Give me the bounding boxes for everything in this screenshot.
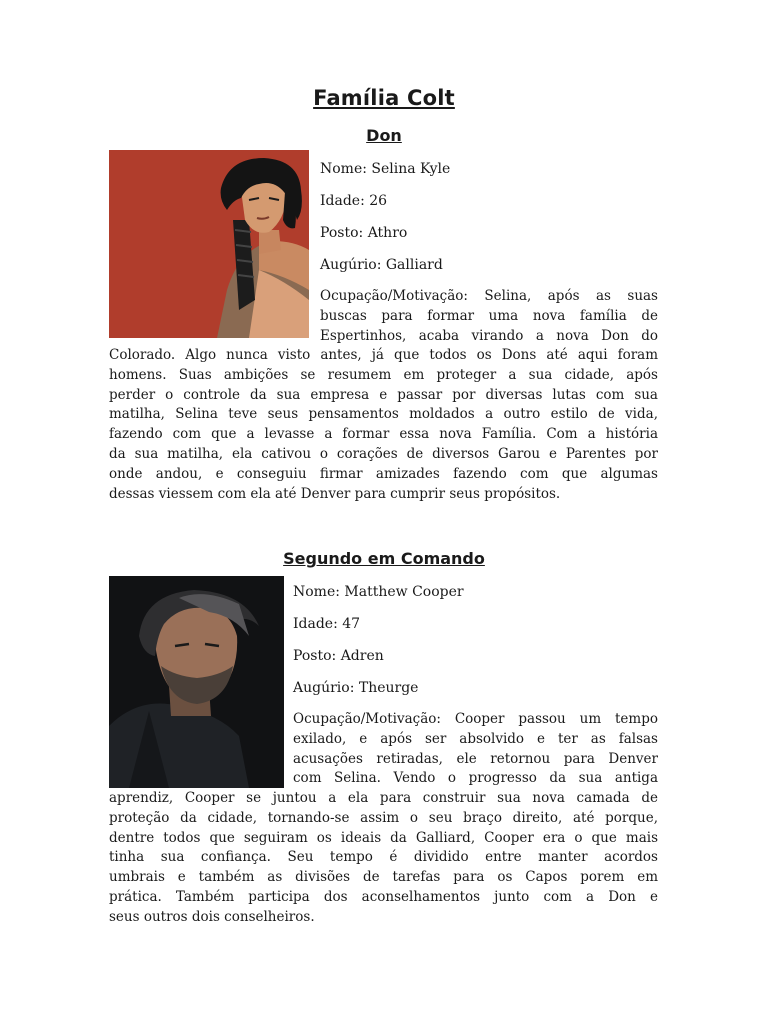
description-line: Espertinhos, acaba virando a nova Don do [320,327,658,344]
description-line: buscas para formar uma nova família de [320,307,658,324]
description-line: Colorado. Algo nunca visto antes, já que todos os Dons até aqui foram [109,347,658,363]
description-line: fazendo com que a levasse a formar essa nova Família. Com a história [109,426,658,443]
description-line: aprendiz, Cooper se juntou a ela para construir sua nova camada de [109,790,658,806]
character-augury: Augúrio: Galliard [320,257,443,273]
description-full-1 [109,346,658,504]
description-line: umbrais e também as divisões de tarefas para os Capos porem em [109,869,658,886]
character-age: Idade: 47 [293,616,361,632]
description-line: matilha, Selina teve seus pensamentos moldados a outro estilo de vida, [109,406,658,423]
description-wrapped-2 [293,710,658,789]
description-line: tinha sua confiança. Seu tempo é dividido entre manter acordos [109,849,658,866]
character-name: Nome: Matthew Cooper [293,584,464,600]
description-line: dessas viessem com ela até Denver para cumprir seus propósitos. [109,485,561,502]
portrait-illustration-2 [109,576,284,788]
character-rank: Posto: Adren [293,648,384,664]
description-wrapped-1 [320,287,658,346]
section-heading-second-in-command: Segundo em Comando [283,549,485,568]
description-line: onde andou, e conseguiu firmar amizades fazendo com que algumas [109,465,658,482]
description-line: com Selina. Vendo o progresso da sua antiga [293,770,658,787]
description-line: exilado, e após ser absolvido e ter as falsas [293,730,658,747]
document-title: Família Colt [313,86,455,110]
character-name: Nome: Selina Kyle [320,161,451,177]
description-full-2 [109,789,658,928]
description-line: proteção da cidade, tornando-se assim o seu braço direito, até porque, [109,809,658,826]
character-augury: Augúrio: Theurge [293,680,419,696]
description-line: seus outros dois conselheiros. [109,908,315,925]
description-line: prática. Também participa dos aconselhamentos junto com a Don e [109,888,658,905]
description-line: acusações retiradas, ele retornou para Denver [293,750,658,767]
male-character-portrait [109,576,284,788]
section-heading-don: Don [366,126,402,145]
character-rank: Posto: Athro [320,225,408,241]
character-age: Idade: 26 [320,193,388,209]
portrait-illustration-1 [109,150,309,338]
female-character-portrait [109,150,309,338]
description-line: Ocupação/Motivação: Cooper passou um tempo [293,711,658,727]
description-line: da sua matilha, ela cativou o corações de diversos Garou e Parentes por [109,445,658,462]
description-line: homens. Suas ambições se resumem em proteger a sua cidade, após [109,366,658,383]
description-line: dentre todos que seguiram os ideais da Galliard, Cooper era o que mais [109,829,658,846]
description-line: perder o controle da sua empresa e passar por diversas lutas com sua [109,386,658,403]
description-line: Ocupação/Motivação: Selina, após as suas [320,288,658,304]
